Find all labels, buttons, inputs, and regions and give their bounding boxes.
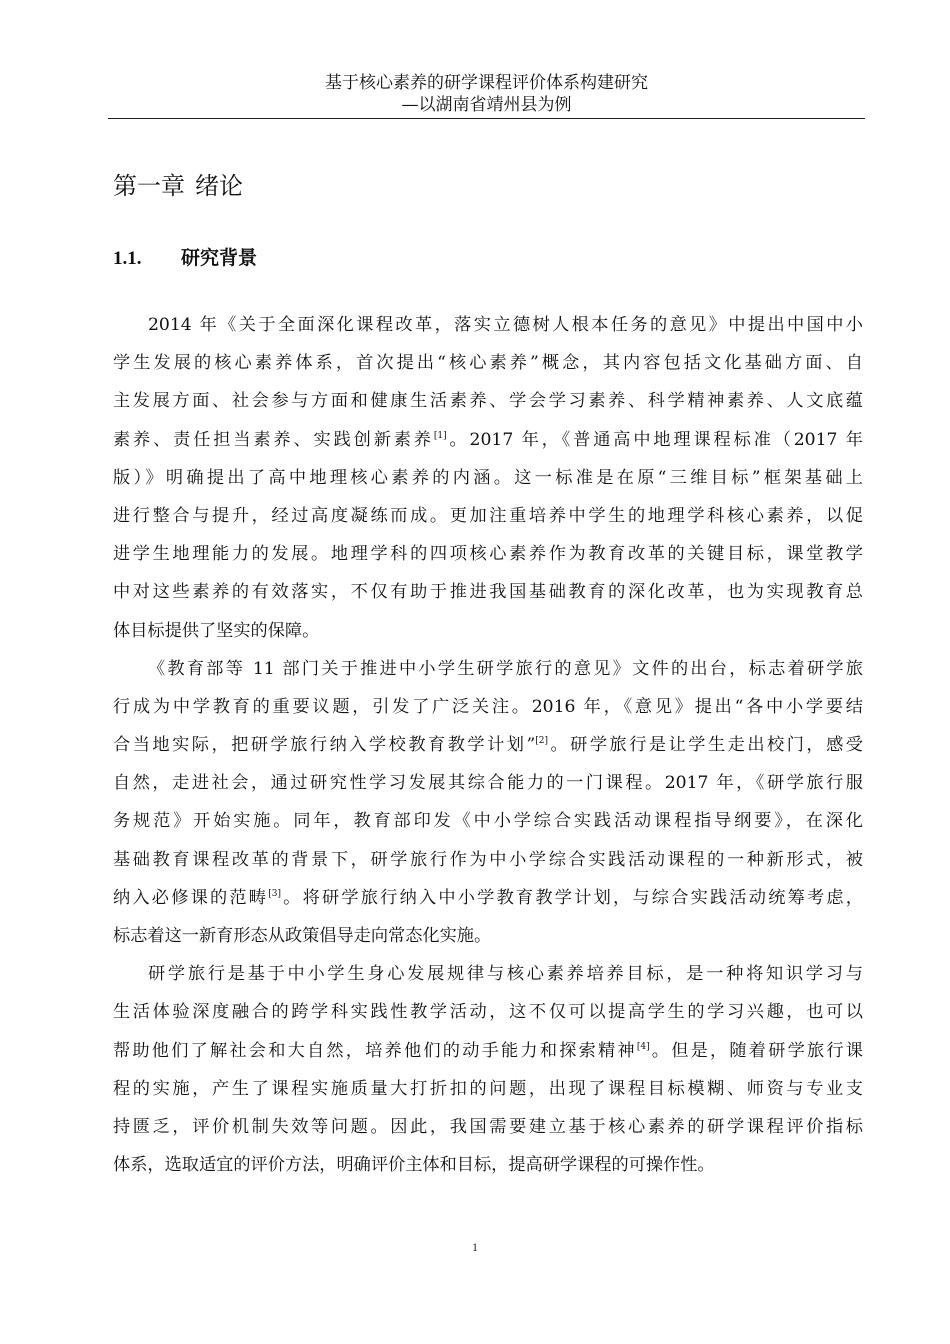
section-number: 1.1. [113,248,142,269]
text-line: 基础教育课程改革的背景下，研学旅行作为中小学综合实践活动课程的一种新形式，被 [113,849,863,870]
text-line: 2014 年《关于全面深化课程改革，落实立德树人根本任务的意见》中提出中国中小 [148,315,863,335]
text-line: 程的实施，产生了课程实施质量大打折扣的问题，出现了课程目标模糊、师资与专业支 [113,1078,863,1099]
text-line [113,1032,863,1070]
text-line: 体目标提供了坚实的保障。 [113,620,320,641]
chapter-label: 第一章 [113,172,185,200]
text-line: 版）》明确提出了高中地理核心素养的内涵。这一标准是在原“三维目标”框架基础上 [113,467,863,488]
text-segment: 帮助他们了解社会和大自然，培养他们的动手能力和探索精神 [113,1040,637,1061]
citation-ref: [2] [535,736,548,747]
text-segment: 。但是，随着研学旅行课 [649,1040,863,1061]
text-line: 生活体验深度融合的跨学科实践性教学活动，这不仅可以提高学生的学习兴趣，也可以 [113,1002,863,1023]
header-title-line1: 基于核心素养的研学课程评价体系构建研究 [325,73,648,93]
body-text [113,306,863,1184]
text-line: 体系，选取适宜的评价方法，明确评价主体和目标，提高研学课程的可操作性。 [113,1155,715,1176]
text-line: 学生发展的核心素养体系，首次提出“核心素养”概念，其内容包括文化基础方面、自 [113,353,863,374]
paragraph-2 [113,650,863,956]
text-line: 自然，走进社会，通过研究性学习发展其综合能力的一门课程。2017 年，《研学旅行服 [113,773,863,794]
text-segment: 纳入必修课的范畴 [113,887,269,908]
text-line: 研学旅行是基于中小学生身心发展规律与核心素养培养目标，是一种将知识学习与 [148,964,863,985]
text-line: 进学生地理能力的发展。地理学科的四项核心素养作为教育改革的关键目标，课堂教学 [113,544,863,565]
paragraph-3 [113,955,863,1184]
citation-ref: [4] [636,1041,650,1052]
text-segment: 合当地实际，把研学旅行纳入学校教育教学计划” [113,735,536,756]
running-header [108,72,865,119]
text-line: 标志着这一新育形态从政策倡导走向常态化实施。 [113,926,492,946]
text-line [113,421,863,459]
text-segment: 。2017 年，《普通高中地理课程标准（2017 年 [446,429,863,450]
text-line [113,726,863,764]
section-heading [113,243,257,274]
chapter-name: 绪论 [195,172,243,200]
citation-ref: [3] [268,888,281,899]
text-line: 务规范》开始实施。同年，教育部印发《中小学综合实践活动课程指导纲要》，在深化 [113,811,863,832]
header-title-line2: —以湖南省靖州县为例 [401,95,572,115]
text-segment: 素养、责任担当素养、实践创新素养 [113,429,434,450]
text-line [113,879,863,917]
text-line: 《教育部等 11 部门关于推进中小学生研学旅行的意见》文件的出台，标志着研学旅 [148,658,863,679]
citation-ref: [1] [433,430,447,441]
text-line: 主发展方面、社会参与方面和健康生活素养、学会学习素养、科学精神素养、人文底蕴 [113,391,863,412]
paragraph-1 [113,306,863,650]
text-line: 行成为中学教育的重要议题，引发了广泛关注。2016 年，《意见》提出“各中小学要结 [113,696,863,717]
text-line: 持匮乏，评价机制失效等问题。因此，我国需要建立基于核心素养的研学课程评价指标 [113,1116,863,1137]
text-segment: 。将研学旅行纳入中小学教育教学计划，与综合实践活动统筹考虑， [280,887,863,908]
page-number: 1 [472,1240,478,1254]
chapter-title [113,168,243,204]
text-line: 中对这些素养的有效落实，不仅有助于推进我国基础教育的深化改革，也为实现教育总 [113,582,863,603]
text-segment: 。研学旅行是让学生走出校门，感受 [547,735,863,756]
text-line: 进行整合与提升，经过高度凝练而成。更加注重培养中学生的地理学科核心素养，以促 [113,505,863,526]
section-title: 研究背景 [181,247,258,269]
